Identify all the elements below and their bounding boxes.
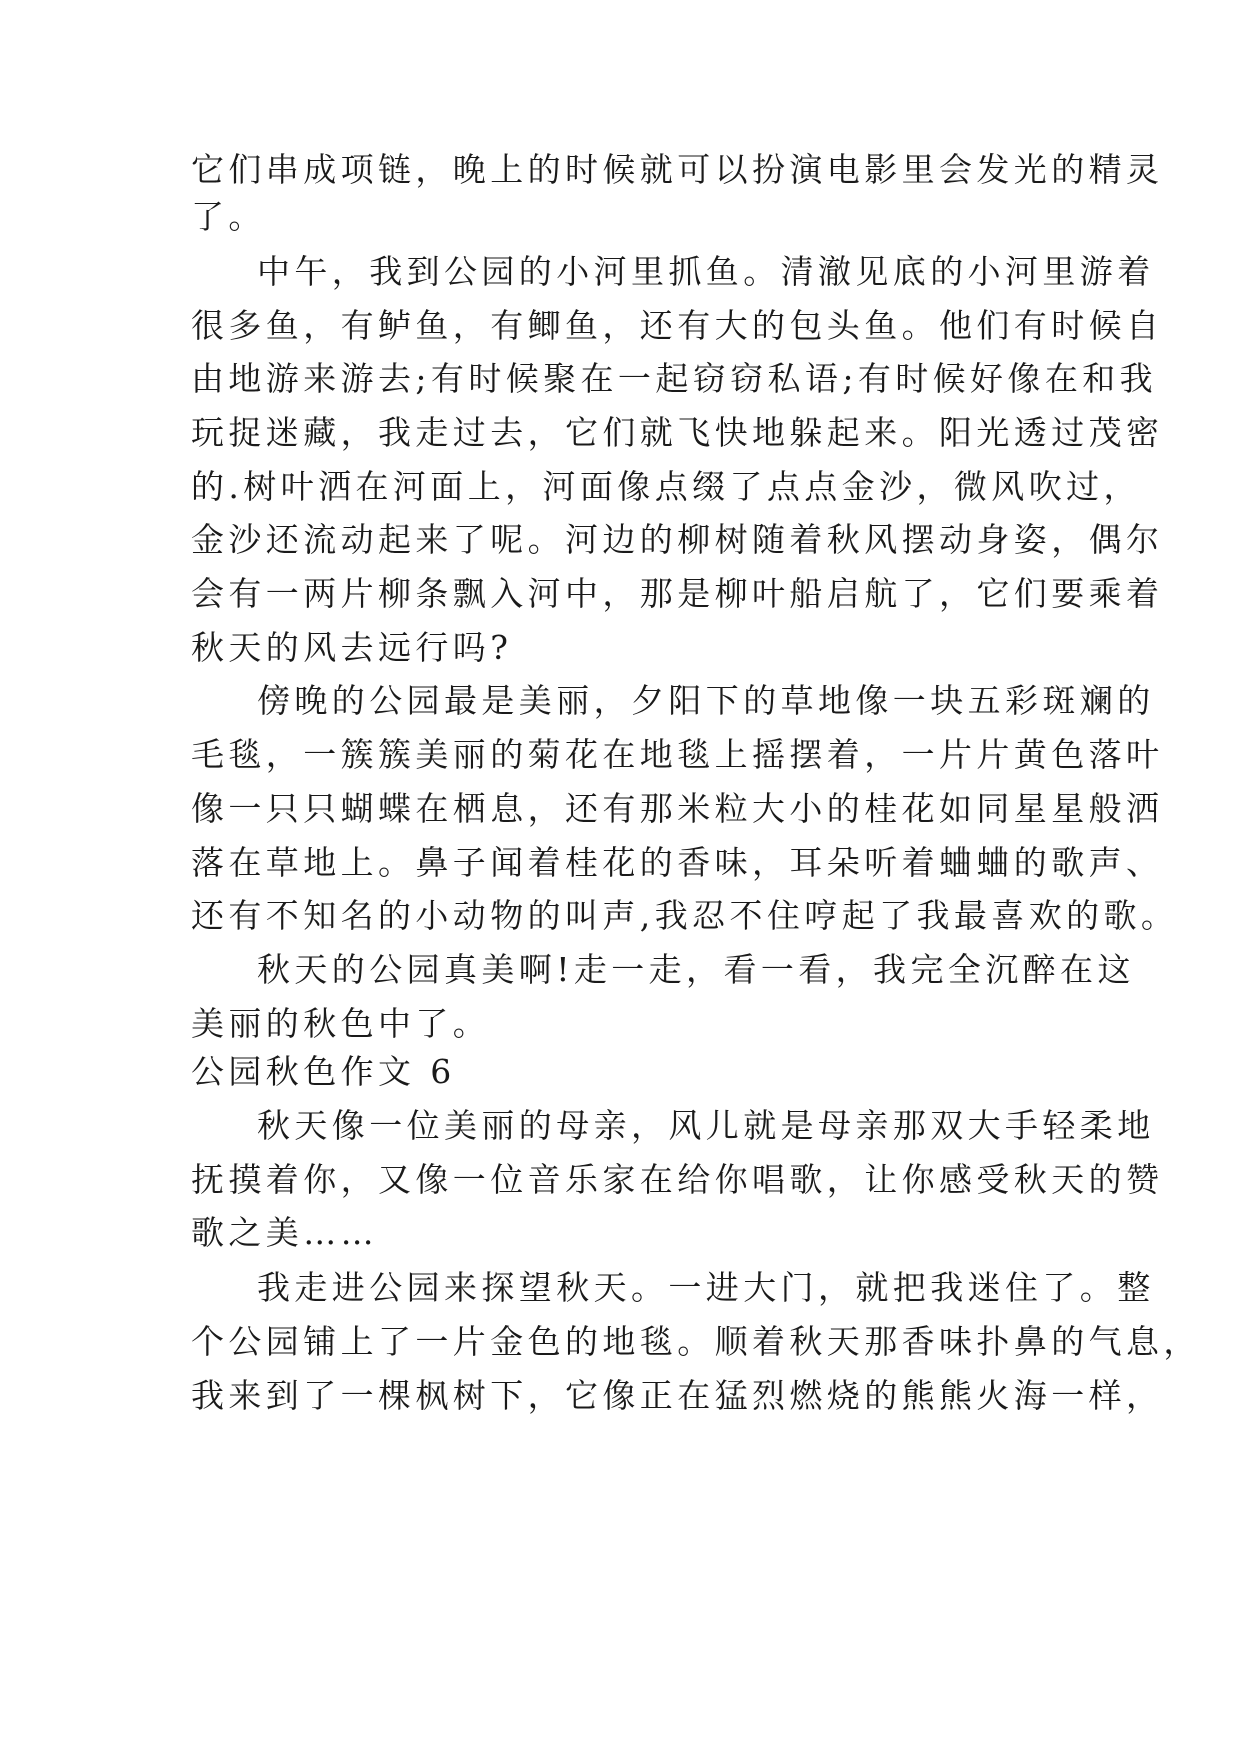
text-line: 了。 — [191, 197, 266, 236]
paragraph-start-line: 我走进公园来探望秋天。一进大门，就把我迷住了。整 — [257, 1268, 1155, 1307]
text-line: 它们串成项链，晚上的时候就可以扮演电影里会发光的精灵 — [191, 150, 1164, 189]
text-line: 个公园铺上了一片金色的地毯。顺着秋天那香味扑鼻的气息， — [191, 1322, 1201, 1361]
paragraph-start-line: 秋天像一位美丽的母亲，风儿就是母亲那双大手轻柔地 — [257, 1106, 1155, 1145]
text-line: 像一只只蝴蝶在栖息，还有那米粒大小的桂花如同星星般洒 — [191, 789, 1164, 828]
text-line: 金沙还流动起来了呢。河边的柳树随着秋风摆动身姿，偶尔 — [191, 520, 1164, 559]
text-line: 由地游来游去;有时候聚在一起窃窃私语;有时候好像在和我 — [191, 359, 1158, 398]
text-line: 抚摸着你，又像一位音乐家在给你唱歌，让你感受秋天的赞 — [191, 1160, 1164, 1199]
text-line: 落在草地上。鼻子闻着桂花的香味，耳朵听着蛐蛐的歌声、 — [191, 843, 1164, 882]
text-line: 玩捉迷藏，我走过去，它们就飞快地躲起来。阳光透过茂密 — [191, 413, 1164, 452]
text-line: 歌之美…… — [191, 1213, 378, 1252]
paragraph-start-line: 中午，我到公园的小河里抓鱼。清澈见底的小河里游着 — [257, 252, 1155, 291]
text-line: 我来到了一棵枫树下，它像正在猛烈燃烧的熊熊火海一样， — [191, 1376, 1164, 1415]
text-line: 还有不知名的小动物的叫声,我忍不住哼起了我最喜欢的歌。 — [191, 896, 1179, 935]
paragraph-start-line: 秋天的公园真美啊!走一走，看一看，我完全沉醉在这 — [257, 950, 1135, 989]
text-line: 很多鱼，有鲈鱼，有鲫鱼，还有大的包头鱼。他们有时候自 — [191, 306, 1164, 345]
text-line: 美丽的秋色中了。 — [191, 1004, 491, 1043]
text-line: 会有一两片柳条飘入河中，那是柳叶船启航了，它们要乘着 — [191, 574, 1164, 613]
text-line: 的.树叶洒在河面上，河面像点缀了点点金沙，微风吹过， — [191, 467, 1141, 506]
text-line: 毛毯，一簇簇美丽的菊花在地毯上摇摆着，一片片黄色落叶 — [191, 735, 1164, 774]
paragraph-start-line: 傍晚的公园最是美丽，夕阳下的草地像一块五彩斑斓的 — [257, 681, 1155, 720]
section-heading: 公园秋色作文 6 — [191, 1052, 456, 1091]
text-line: 秋天的风去远行吗? — [191, 628, 513, 667]
